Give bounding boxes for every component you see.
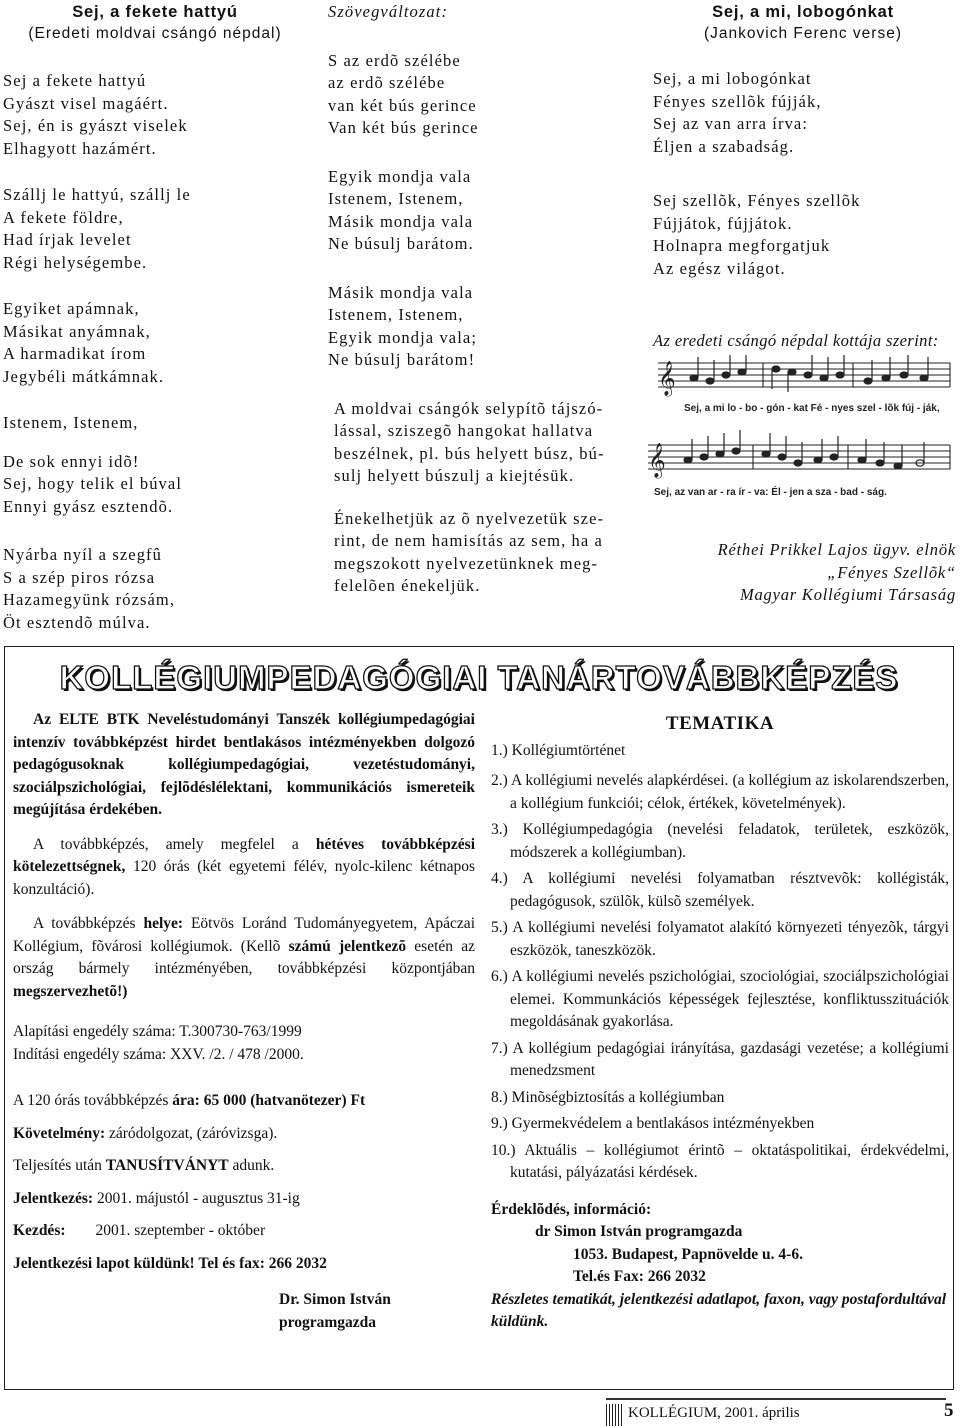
verse-line: Ennyi gyász esztendõ. — [3, 496, 174, 516]
poem1-stanza — [3, 544, 310, 634]
footer-rule — [606, 1398, 946, 1400]
ad-banner-title: KOLLÉGIUMPEDAGÓGIAI TANÁRTOVÁBBKÉPZÉS — [59, 659, 899, 696]
tematika-item: 8.) Minõségbiztosítás a kollégiumban — [491, 1088, 725, 1106]
poem1-stanza — [3, 298, 310, 388]
launch-license: Indítási engedély száma: XXV. /2. / 478 /2000. — [13, 1045, 304, 1063]
tematika-item: 6.) A kollégiumi nevelés pszichológiai, szociológiai, szociálpszichológiai elemei. Kommunkációs képességek fejlesztése, konfliktusszituációk megoldásának gyakorlása. — [491, 968, 949, 1030]
verse-line: Jegybéli mátkámnak. — [3, 366, 165, 386]
poem1-stanza — [3, 412, 310, 435]
music-score — [648, 355, 956, 525]
tematika-item: 4.) A kollégiumi nevelési folyamatban résztvevõk: kollégisták, pedagógusok, szülõk, külsõ személyek. — [491, 870, 949, 910]
info-line: 1053. Budapest, Papnövelde u. 4-6. — [573, 1245, 803, 1263]
ad-signature-role: programgazda — [279, 1313, 377, 1331]
note-line: beszélnek, pl. bús helyett búsz, bú- — [334, 443, 605, 463]
verse-line: S az erdõ szélébe — [328, 50, 461, 70]
verse-line: Egyik mondja vala; — [328, 327, 478, 347]
poem-column-2 — [328, 0, 633, 598]
verse-line: Egyiket apámnak, — [3, 299, 140, 318]
poem-column-3 — [650, 0, 956, 350]
verse-line: Másik mondja vala — [328, 282, 474, 302]
info-title: Érdeklõdés, információ: — [491, 1200, 652, 1218]
signature-line: Magyar Kollégiumi Társaság — [739, 585, 956, 604]
verse-line: Had írjak levelet — [3, 230, 132, 249]
verse-line: Fényes szellõk fújják, — [653, 91, 822, 111]
verse-line: Hazamegyünk rózsám, — [3, 590, 176, 609]
info-note: Részletes tematikát, jelentkezési adatlapot, faxon, vagy postafordultával küldünk. — [491, 1290, 947, 1330]
verse-line: Ne búsulj barátom! — [328, 350, 476, 369]
application-line: Jelentkezés: 2001. májustól - augusztus 31-ig — [13, 1189, 300, 1207]
verse-line: Sej, hogy telik el búval — [3, 474, 183, 493]
tematika-item: 5.) A kollégiumi nevelési folyamatot alakító környezeti tényezõk, tárgyi eszközök, taneszközök. — [491, 919, 949, 959]
poem2-stanza — [328, 282, 633, 372]
start-line: Kezdés: 2001. szeptember - október — [13, 1222, 266, 1239]
verse-line: Szállj le hattyú, szállj le — [3, 185, 191, 204]
verse-line: Fújjátok, fújjátok. — [653, 213, 793, 233]
ad-right-column — [491, 713, 949, 1334]
note-line: Énekelhetjük az õ nyelvezetük sze- — [334, 508, 605, 528]
note-line: lással, sziszegõ hangokat hallatva — [334, 421, 594, 440]
ad-intro: Az ELTE BTK Neveléstudományi Tanszék kollégiumpedagógiai intenzív továbbképzést hirdet bentlakásos intézményekben dolgozó pedagógusoknak kollégiumpedagógiai, vezetéstudományi, szociálpszichológiai, fejlõdéslélektani, kommunikációs ismereteik megújítása érdekében. — [13, 711, 475, 818]
score-caption: Az eredeti csángó népdal kottája szerint: — [653, 331, 939, 350]
verse-line: Éljen a szabadság. — [653, 136, 795, 156]
poem1-stanza — [3, 451, 310, 519]
score-svg — [648, 355, 956, 525]
singing-note — [328, 508, 633, 598]
verse-line: Gyászt visel magáért. — [3, 93, 169, 113]
poem1-stanza — [3, 70, 310, 160]
page-footer — [606, 1398, 960, 1427]
verse-line: van két bús gerince — [328, 95, 477, 115]
verse-line: Van két bús gerince — [328, 118, 479, 137]
note-line: rint, de nem hamisítás az sem, ha a — [334, 531, 603, 550]
info-line: Tel.és Fax: 266 2032 — [573, 1268, 706, 1285]
tematika-item: 3.) Kollégiumpedagógia (nevelési feladatok, területek, eszközök, módszerek a kollégiumban). — [491, 821, 949, 861]
poem-column-1 — [0, 0, 310, 650]
poem2-stanza — [328, 166, 633, 256]
verse-line: Sej a fekete hattyú — [3, 71, 147, 90]
journal-info: KOLLÉGIUM, 2001. április — [628, 1405, 800, 1421]
note-line: felelõen énekeljük. — [334, 576, 481, 595]
tematika-item: 1.) Kollégiumtörténet — [491, 741, 626, 759]
tematika-item: 2.) A kollégiumi nevelés alapkérdései. (a kollégium az iskolarendszerben, a kollégium funkciói; célok, értékek, követelmények). — [491, 772, 949, 812]
poem3-stanza — [653, 68, 956, 158]
signature-line: Réthei Prikkel Lajos ügyv. elnök — [717, 540, 956, 559]
tematika-item: 9.) Gyermekvédelem a bentlakásos intézményekben — [491, 1115, 815, 1132]
dialect-note — [328, 398, 633, 488]
verse-line: Sej, a mi lobogónkat — [653, 69, 812, 88]
score-lyrics-2: Sej, az van ar - ra ír - va: Él - jen a sza - bad - ság. — [654, 487, 887, 498]
note-line: A moldvai csángók selypítõ tájszó- — [334, 398, 604, 418]
poem3-subtitle: (Jankovich Ferenc verse) — [703, 25, 902, 42]
verse-line: Ne búsulj barátom. — [328, 234, 474, 253]
page-number: 5 — [944, 1400, 954, 1421]
verse-line: Istenem, Istenem, — [3, 413, 139, 432]
training-ad-box — [4, 646, 954, 1390]
verse-line: Régi helységembe. — [3, 252, 148, 272]
requirement-line: Követelmény: záródolgozat, (záróvizsga). — [13, 1124, 278, 1142]
verse-line: Istenem, Istenem, — [328, 189, 464, 208]
certificate-line: Teljesítés után TANUSÍTVÁNYT adunk. — [13, 1157, 275, 1174]
ad-signature-name: Dr. Simon István — [279, 1291, 391, 1308]
poem1-stanza — [3, 184, 310, 274]
poem3-stanza — [653, 190, 956, 280]
signature-block — [640, 539, 956, 607]
verse-line: S a szép piros rózsa — [3, 567, 156, 587]
verse-line: Az egész világot. — [653, 258, 786, 278]
tematika-item: 10.) Aktuális – kollégiumot érintõ – oktatáspolitikai, érdekvédelmi, kutatási, pályázatási kérdések. — [491, 1141, 949, 1181]
send-form-line: Jelentkezési lapot küldünk! Tel és fax: 266 2032 — [13, 1254, 327, 1272]
poem3-title: Sej, a mi, lobogónkat — [712, 3, 894, 21]
verse-line: Istenem, Istenem, — [328, 305, 464, 324]
verse-line: Egyik mondja vala — [328, 166, 472, 186]
verse-line: Elhagyott hazámért. — [3, 138, 157, 158]
ad-left-column — [13, 709, 475, 1334]
note-line: sulj helyett búszulj a kiejtésük. — [334, 466, 575, 485]
verse-line: A harmadikat írom — [3, 344, 147, 363]
verse-line: Sej szellõk, Fényes szellõk — [653, 191, 861, 210]
verse-line: Másik mondja vala — [328, 211, 474, 231]
tematika-item: 7.) A kollégium pedagógiai irányítása, gazdasági vezetése; a kollégiumi menedzsment — [491, 1039, 949, 1079]
verse-line: az erdõ szélébe — [328, 73, 446, 92]
poem1-title: Sej, a fekete hattyú — [72, 3, 238, 21]
poem1-subtitle: (Eredeti moldvai csángó népdal) — [28, 25, 282, 42]
verse-line: Sej, én is gyászt viselek — [3, 116, 188, 135]
verse-line: Nyárba nyíl a szegfû — [3, 545, 162, 564]
verse-line: Másikat anyámnak, — [3, 321, 151, 341]
note-line: megszokott nyelvezetünknek meg- — [334, 553, 599, 573]
verse-line: De sok ennyi idõ! — [3, 451, 140, 471]
price-line: A 120 órás továbbképzés ára: 65 000 (hatvanötezer) Ft — [13, 1092, 366, 1109]
verse-line: A fekete földre, — [3, 207, 124, 227]
verse-line: Sej az van arra írva: — [653, 114, 809, 133]
verse-line: Öt esztendõ múlva. — [3, 612, 151, 632]
founding-license: Alapítási engedély száma: T.300730-763/1999 — [13, 1023, 302, 1040]
svg-text:𝄞: 𝄞 — [658, 361, 676, 396]
svg-text:𝄞: 𝄞 — [648, 443, 666, 478]
ad-paragraph-3: A továbbképzés helye: Eötvös Loránd Tudományegyetem, Apáczai Kollégium, fõvárosi kollégiumok. (Kellõ számú jelentkezõ esetén az ország bármely intézményében, továbbképzési központjában megszervezhetõ!) — [13, 915, 475, 1000]
footer-pattern — [606, 1404, 624, 1426]
ad-paragraph-2: A továbbképzés, amely megfelel a hétéves továbbképzési kötelezettségnek, 120 órás (két egyetemi félév, nyolc-kilenc kétnapos konzultáció). — [13, 835, 475, 898]
score-lyrics-1: Sej, a mi lo - bo - gón - kat Fé - nyes szel - lõk fúj - ják, — [684, 403, 940, 414]
info-line: dr Simon István programgazda — [535, 1223, 743, 1240]
tematika-title: TEMATIKA — [665, 713, 775, 734]
poem2-stanza — [328, 50, 633, 140]
signature-line: „Fényes Szellõk“ — [827, 562, 956, 582]
poem2-heading: Szövegváltozat: — [328, 2, 449, 21]
verse-line: Holnapra megforgatjuk — [653, 236, 831, 255]
